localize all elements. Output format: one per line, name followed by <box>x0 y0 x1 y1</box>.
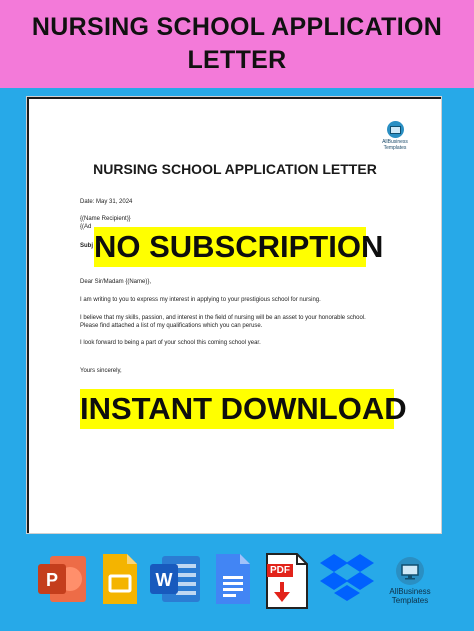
no-subscription-stamp: NO SUBSCRIPTION <box>94 227 366 267</box>
format-icons-row <box>0 552 474 616</box>
recipient-address: {(Ad <box>80 224 92 230</box>
svg-text:P: P <box>45 570 59 590</box>
recipient-name: {(Name Recipient)} <box>80 216 131 222</box>
powerpoint-icon <box>36 552 88 606</box>
paragraph-1: I am writing to you to express my interest in applying to your prestigious school for nursing. <box>80 297 321 303</box>
document-title: NURSING SCHOOL APPLICATION LETTER <box>93 161 377 177</box>
allbusiness-logo-small <box>373 121 417 151</box>
google-docs-icon <box>214 552 252 606</box>
paragraph-2: I believe that my skills, passion, and interest in the field of nursing will be an asset to your honorable school. Please find attached a list of my qualifications which you can peruse. <box>80 315 366 329</box>
dropbox-icon <box>318 552 376 606</box>
top-banner <box>0 0 474 88</box>
brand-text: AllBusiness Templates <box>389 587 431 605</box>
greeting: Dear Sir/Madam {(Name)}, <box>80 279 152 285</box>
subject-line: Subj <box>80 243 93 249</box>
monitor-icon <box>387 121 404 138</box>
logo-brand-text: AllBusiness Templates <box>382 139 408 151</box>
google-slides-icon <box>101 552 139 606</box>
document-date: Date: May 31, 2024 <box>80 199 133 205</box>
pdf-icon <box>264 552 310 610</box>
monitor-icon <box>395 556 425 586</box>
pdf-label: PDF <box>270 565 290 576</box>
allbusiness-templates-logo <box>384 552 436 612</box>
document-preview <box>27 97 441 533</box>
closing: Yours sincerely, <box>80 368 122 374</box>
paragraph-3: I look forward to being a part of your school this coming school year. <box>80 340 261 346</box>
banner-title: NURSING SCHOOL APPLICATION LETTER <box>31 13 443 74</box>
instant-download-stamp: INSTANT DOWNLOAD <box>80 389 394 429</box>
word-icon <box>148 552 202 606</box>
svg-text:W: W <box>155 570 173 590</box>
